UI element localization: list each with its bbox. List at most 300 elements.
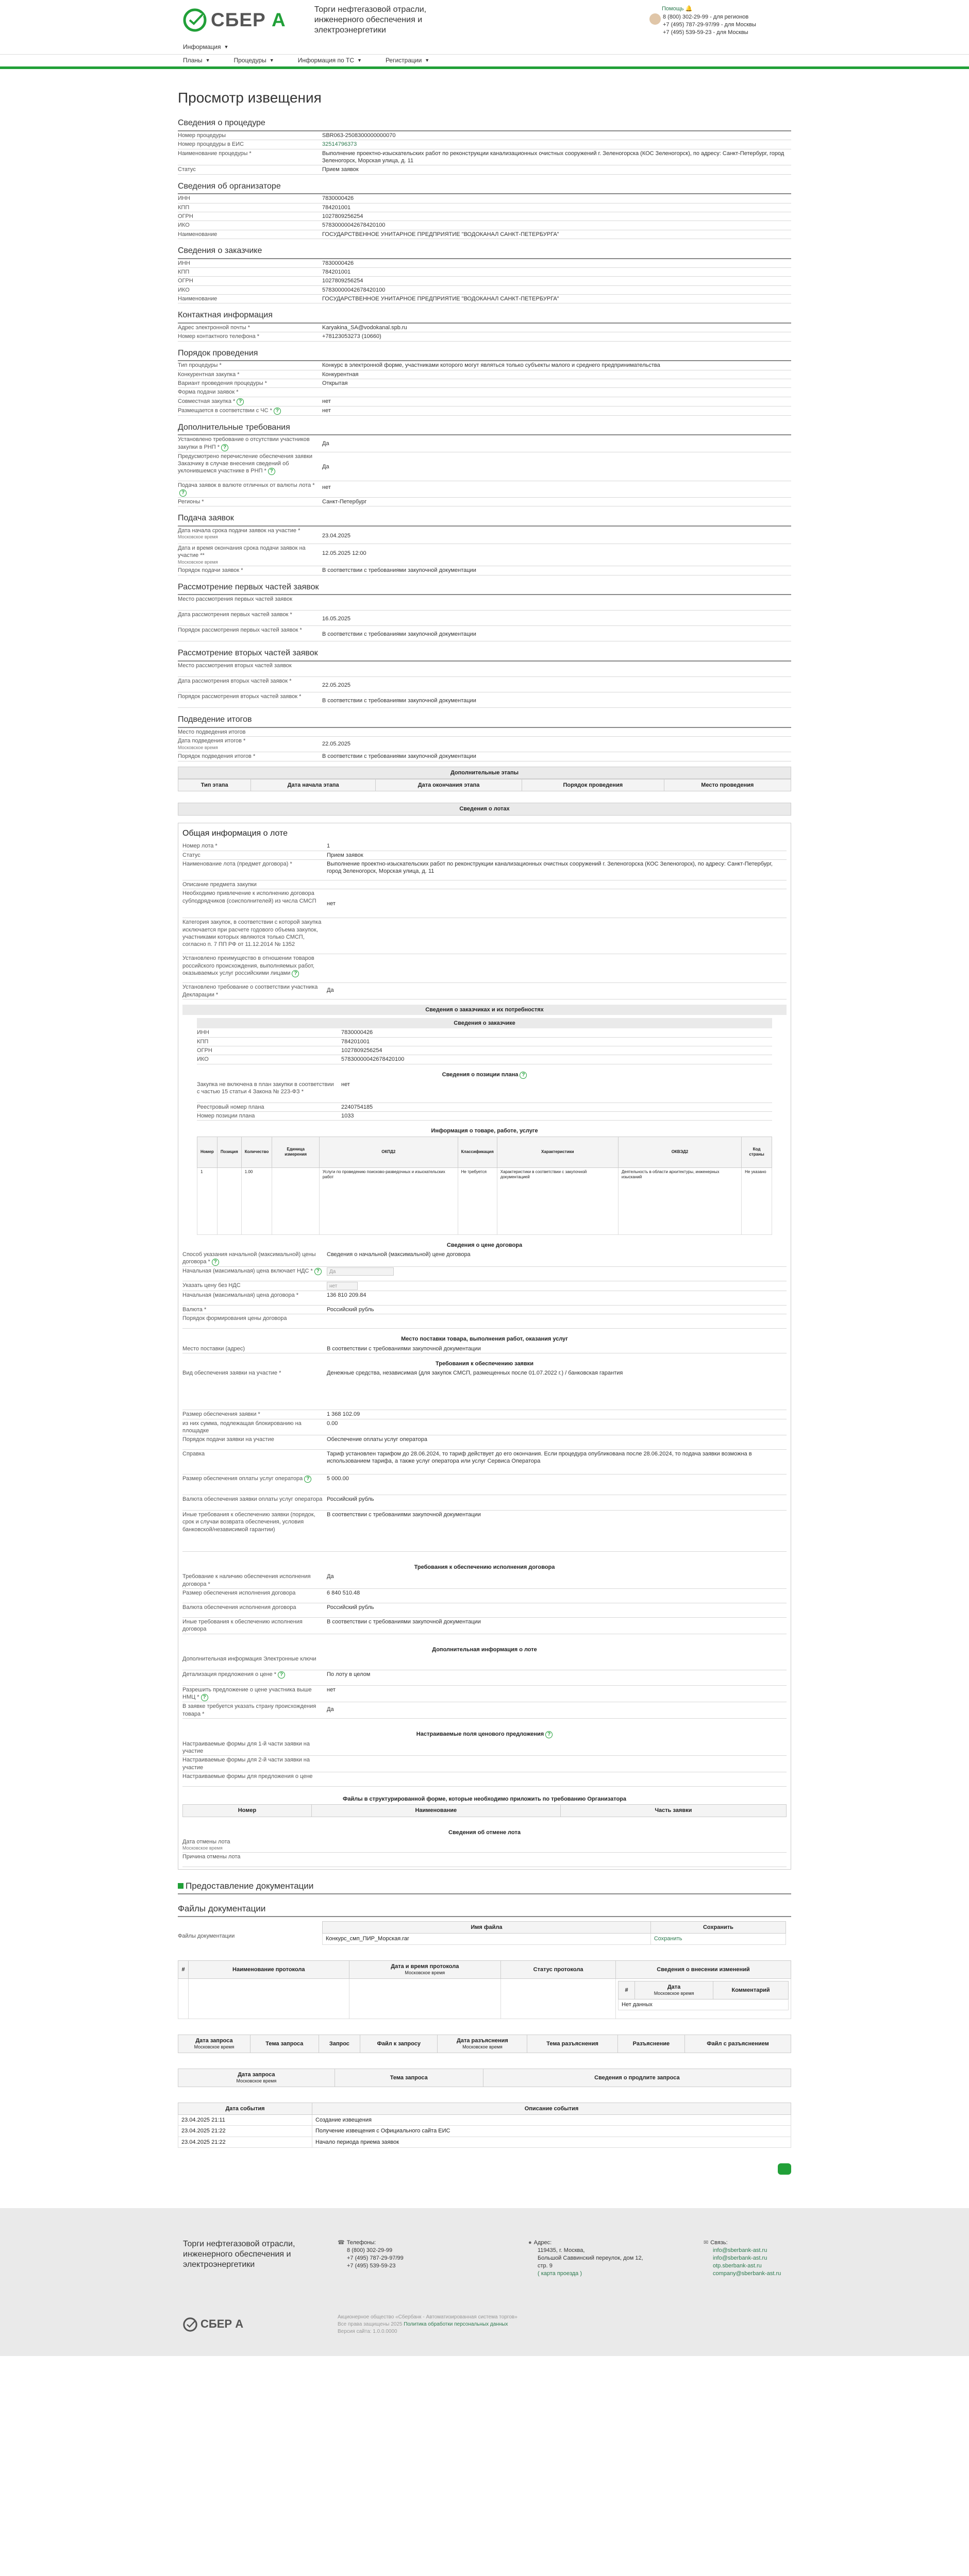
column-header: Место проведения [664, 779, 791, 791]
column-header: Дата события [178, 2103, 312, 2114]
column-header: Количество [241, 1137, 272, 1167]
info-row [178, 662, 791, 677]
table-cell: Не требуется [458, 1167, 497, 1234]
info-row [182, 1838, 787, 1853]
field-label: Статус [182, 852, 201, 858]
email-link[interactable]: info@sberbank-ast.ru [713, 2255, 767, 2261]
field-value: В соответствии с требованиями закупочной документации [322, 753, 476, 760]
field-value: +78123053273 (10660) [322, 333, 381, 340]
field-label: Настраиваемые формы для 1-й части заявки на участие [182, 1740, 310, 1755]
info-row [182, 1345, 787, 1353]
files-doc-table [322, 1921, 786, 1945]
section-title: Рассмотрение вторых частей заявок [178, 647, 791, 662]
table-cell [217, 1167, 241, 1234]
info-row [178, 286, 791, 295]
info-row [182, 1572, 787, 1589]
info-row [182, 1410, 787, 1419]
field-value: 22.05.2025 [322, 741, 351, 748]
column-header: Код страны [742, 1137, 772, 1167]
info-row [197, 1103, 772, 1112]
help-icon[interactable]: ? [212, 1259, 219, 1266]
goods-table [197, 1137, 772, 1235]
field-value: 57830000042678420100 [322, 222, 386, 229]
field-label: Причина отмены лота [182, 1853, 241, 1860]
table-cell: Характеристики в соответствии с закупочной документацией [497, 1167, 618, 1234]
info-row [178, 370, 791, 379]
support-avatar-icon [649, 13, 661, 25]
info-row [178, 527, 791, 544]
goods-sub-bar: Информация о товаре, работе, услуге [431, 1128, 538, 1134]
section-first-parts [178, 581, 791, 642]
field-value: ГОСУДАРСТВЕННОЕ УНИТАРНОЕ ПРЕДПРИЯТИЕ "ВОДОКАНАЛ САНКТ-ПЕТЕРБУРГА" [322, 231, 559, 238]
eis-number-link[interactable]: 32514796373 [322, 141, 357, 148]
field-value: 1027809256254 [322, 213, 363, 220]
field-value: В соответствии с требованиями закупочной документации [327, 1512, 481, 1518]
field-label: Файлы документации [178, 1933, 235, 1940]
info-row [178, 140, 791, 149]
nav-main [0, 55, 969, 69]
field-label: Адрес электронной почты * [178, 325, 250, 331]
field-label: Установлено требование о отсутствии участников закупки в РНП * [178, 436, 310, 450]
field-label: Указать цену без НДС [182, 1282, 241, 1289]
event-description: Начало периода приема заявок [312, 2137, 791, 2147]
field-value: 7830000426 [322, 260, 354, 266]
section-title: Файлы документации [178, 1902, 791, 1917]
field-label: Настраиваемые формы для 2-й части заявки на участие [182, 1757, 310, 1771]
column-header: Файл с разъяснением [685, 2035, 791, 2053]
field-label: Иные требования к обеспечению заявки (порядок, срок и случаи возврата обеспечения, условия банковской/независимой гарантии) [182, 1512, 315, 1533]
field-label: Порядок рассмотрения вторых частей заявок * [178, 693, 302, 700]
field-value: По лоту в целом [327, 1671, 371, 1677]
footer-address [528, 2239, 704, 2278]
info-row [178, 677, 791, 692]
files-struct-table [182, 1804, 787, 1817]
section-organizer [178, 180, 791, 239]
field-label: Порядок подачи заявки на участие [182, 1436, 274, 1443]
field-value: 7830000426 [322, 195, 354, 202]
customer-block [197, 1018, 772, 1234]
column-header: Имя файла [323, 1922, 651, 1934]
column-header: Комментарий [713, 1981, 789, 1999]
info-row [182, 880, 787, 889]
help-icon[interactable]: ? [274, 408, 281, 415]
section-title: Сведения о процедуре [178, 116, 791, 131]
email-link[interactable]: info@sberbank-ast.ru [713, 2247, 767, 2253]
nav-info-tc[interactable]: Информация по ТС ▼ [297, 56, 362, 64]
field-label: Номер позиции плана [197, 1112, 255, 1119]
info-row [182, 1475, 787, 1495]
field-value: нет [322, 398, 331, 404]
info-row [178, 131, 791, 140]
price-sub-bar: Сведения о цене договора [446, 1242, 523, 1248]
site-version: Версия сайта: 1.0.0.0000 [338, 2328, 397, 2334]
field-value: 6 840 510.48 [327, 1590, 360, 1597]
event-description: Получение извещения с Официального сайта ЕИС [312, 2126, 791, 2137]
info-row [178, 230, 791, 239]
field-label: Вид обеспечения заявки на участие * [182, 1370, 281, 1377]
files-doc-block [178, 1921, 791, 1945]
price-without-vat-input[interactable]: нет [327, 1282, 358, 1290]
event-description: Создание извещения [312, 2114, 791, 2125]
field-label: Способ указания начальной (максимальной) цены договора * [182, 1251, 316, 1265]
chat-icon[interactable] [778, 2163, 791, 2175]
field-label: КПП [178, 204, 190, 211]
field-value: Да [322, 440, 329, 447]
footer-phone: +7 (495) 539-59-23 [347, 2262, 396, 2269]
field-label: из них сумма, подлежащая блокированию на площадке [182, 1420, 302, 1434]
column-header: # [619, 1981, 635, 1999]
field-value: 2240754185 [341, 1104, 373, 1110]
help-link[interactable]: Помощь 🔔 [662, 6, 693, 12]
field-value: нет [327, 1686, 336, 1693]
sber-logo[interactable] [183, 7, 286, 33]
section-second-parts [178, 647, 791, 708]
column-header: Наименование [311, 1805, 560, 1817]
chat-widget-wrap [178, 2163, 791, 2177]
info-row [178, 752, 791, 761]
field-value: Открытая [322, 380, 348, 387]
footer-logo-text: СБЕР А [201, 2317, 244, 2331]
section-contact [178, 309, 791, 341]
field-value: Да [322, 463, 329, 470]
field-label: Дополнительная информация Электронные ключи [182, 1655, 316, 1662]
field-value: Российский рубль [327, 1604, 374, 1611]
expand-icon [178, 1883, 183, 1889]
column-header: Тема запроса [250, 2035, 319, 2053]
email-link[interactable]: otp.sberbank-ast.ru [713, 2262, 762, 2269]
section-title: Дополнительные требования [178, 421, 791, 436]
field-label: Место рассмотрения первых частей заявок [178, 596, 293, 603]
field-label: Дата отмены лота [182, 1838, 230, 1845]
save-file-link[interactable]: Сохранить [654, 1936, 682, 1942]
extra-stages-title: Дополнительные этапы [178, 767, 791, 779]
field-value: Да [327, 1573, 334, 1580]
table-header-row [323, 1922, 786, 1934]
info-row [178, 388, 791, 397]
info-row [178, 692, 791, 708]
field-label: Наименование лота (предмет договора) * [182, 860, 292, 867]
info-row [178, 452, 791, 481]
requests-extension-table [178, 2069, 791, 2087]
field-value: В соответствии с требованиями закупочной документации [327, 1619, 481, 1625]
event-date: 23.04.2025 21:11 [178, 2114, 312, 2125]
info-row [178, 268, 791, 277]
column-header: Дата запроса Московское время [178, 2035, 250, 2053]
field-value: Karyakina_SA@vodokanal.spb.ru [322, 325, 407, 331]
info-row [178, 165, 791, 174]
info-row [197, 1046, 772, 1055]
info-row [178, 379, 791, 388]
help-icon[interactable]: ? [179, 489, 187, 497]
empty-note: Нет данных [619, 1999, 789, 2010]
field-label: Наименование процедуры * [178, 150, 252, 157]
nav-info[interactable]: Информация ▼ [183, 43, 229, 50]
help-icon[interactable]: ? [201, 1694, 208, 1701]
field-value: SBR063-2508300000000070 [322, 132, 396, 139]
field-label: Конкурентная закупка * [178, 371, 240, 378]
file-name: Конкурс_смп_ПИР_Морская.rar [323, 1934, 651, 1944]
info-row [182, 918, 787, 954]
field-value: 784201001 [341, 1038, 370, 1045]
column-header: Тема запроса [335, 2069, 483, 2087]
info-row [182, 1702, 787, 1719]
lot-cancel-sub-bar: Сведения об отмене лота [448, 1829, 521, 1836]
section-title: Порядок проведения [178, 347, 791, 362]
field-value: 5 000.00 [327, 1476, 349, 1482]
info-row [182, 1853, 787, 1867]
table-header-row [178, 2103, 791, 2114]
field-value: Выполнение проектно-изыскательских работ по реконструкции канализационных очистных сооружений г. Зеленогорска (КОС Зеленогорск), по адресу: Санкт-Петербург, город Зеленогорск, Морская улица, д. 11 [327, 860, 773, 875]
table-row [323, 1934, 786, 1944]
field-label: Справка [182, 1451, 205, 1458]
field-value: В соответствии с требованиями закупочной документации [327, 1345, 481, 1352]
column-header: Дата начала этапа [251, 779, 376, 791]
field-value: В соответствии с требованиями закупочной документации [322, 698, 476, 704]
field-label: ИНН [197, 1029, 209, 1036]
lot-card [178, 823, 791, 1870]
info-row [178, 361, 791, 370]
field-label: В заявке требуется указать страну происхождения товара * [182, 1703, 316, 1717]
info-row [182, 1369, 787, 1410]
field-value: Конкурентная [322, 371, 359, 378]
column-header: Характеристики [497, 1137, 618, 1167]
info-row [182, 1589, 787, 1603]
info-row [178, 277, 791, 285]
timezone-note: Московское время [462, 2044, 503, 2049]
help-icon[interactable]: ? [520, 1072, 527, 1079]
footer-phone: +7 (495) 787-29-97/99 [347, 2255, 404, 2261]
provide-documentation-toggle[interactable]: Предоставление документации [178, 1879, 791, 1894]
footer-address-line: стр. 9 [538, 2262, 553, 2269]
help-icon[interactable]: ? [268, 468, 275, 475]
table-header-row [178, 2069, 791, 2087]
column-header: ОКПД2 [319, 1137, 458, 1167]
field-label: ОГРН [178, 213, 193, 220]
field-value: 784201001 [322, 269, 351, 276]
table-cell: Не указано [742, 1167, 772, 1234]
info-row [178, 566, 791, 575]
column-header: Порядок проведения [522, 779, 664, 791]
footer-tagline: Торги нефтегазовой отрасли, инженерного обеспечения и электроэнергетики [183, 2239, 295, 2269]
changes-table [618, 1981, 789, 2010]
field-value: 23.04.2025 [322, 533, 351, 539]
section-procedure [178, 116, 791, 174]
field-label: Регионы * [178, 499, 204, 505]
info-row [197, 1028, 772, 1037]
mail-icon: ✉ [704, 2239, 709, 2246]
column-header: Дата запроса Московское время [178, 2069, 335, 2087]
column-header: Сведения о внесении изменений [616, 1960, 791, 1978]
extra-stages-table [178, 779, 791, 791]
nav-plans[interactable]: Планы ▼ [183, 56, 210, 64]
table-header-row [197, 1137, 772, 1167]
tariff-note: Тариф установлен тарифом до 28.06.2024, то тариф действует до его окончания. Если процедура опубликована после 28.06.2024, то подача заявки возможна в использованием тарифа, а также услуг оператора или услуг Сервиса Оператора [327, 1451, 752, 1465]
field-label: Категория закупок, в соответствии с которой закупка исключается при расчете годового объема закупок, участниками которых являются только СМСП, согласно п. 7 ПП РФ от 11.12.2014 № 1352 [182, 919, 322, 948]
column-header: Позиция [217, 1137, 241, 1167]
main-content [0, 89, 969, 2177]
field-label: Реестровый номер плана [197, 1104, 264, 1110]
field-value: ГОСУДАРСТВЕННОЕ УНИТАРНОЕ ПРЕДПРИЯТИЕ "ВОДОКАНАЛ САНКТ-ПЕТЕРБУРГА" [322, 295, 559, 302]
info-row [197, 1055, 772, 1064]
info-row [182, 1670, 787, 1686]
help-icon[interactable]: ? [304, 1476, 311, 1483]
section-extra-requirements [178, 421, 791, 507]
table-header-row [178, 1960, 791, 1978]
info-row [178, 481, 791, 498]
help-icon[interactable]: ? [237, 398, 244, 405]
field-value: 1033 [341, 1112, 354, 1119]
privacy-policy-link[interactable]: Политика обработки персональных данных [404, 2321, 508, 2327]
field-value: 1027809256254 [322, 278, 363, 284]
field-label: Начальная (максимальная) цена включает НДС * [182, 1268, 313, 1275]
info-row [178, 544, 791, 566]
table-header-row [183, 1805, 787, 1817]
field-label: Номер процедуры в ЕИС [178, 141, 244, 148]
field-value: 1027809256254 [341, 1047, 382, 1054]
info-row [182, 1314, 787, 1329]
field-label: Дата рассмотрения вторых частей заявок * [178, 678, 292, 685]
footer-phones-label: Телефоны: [346, 2239, 376, 2246]
nav-procedures[interactable]: Процедуры ▼ [233, 56, 274, 64]
all-rights: Все права защищены 2025 [338, 2321, 403, 2327]
phone-icon: ☎ [338, 2239, 345, 2246]
table-row [178, 2137, 791, 2147]
column-header: ОКВЭД2 [618, 1137, 741, 1167]
event-date: 23.04.2025 21:22 [178, 2126, 312, 2137]
field-label: Место поставки (адрес) [182, 1345, 245, 1352]
field-label: Дата рассмотрения первых частей заявок * [178, 612, 292, 618]
help-icon[interactable]: ? [292, 970, 299, 977]
field-value: Российский рубль [327, 1307, 374, 1313]
field-value: Российский рубль [327, 1496, 374, 1503]
files-struct-sub-bar: Файлы в структурированной форме, которые необходимо приложить по требованию Организатора [343, 1796, 626, 1803]
field-label: Наименование [178, 231, 218, 238]
vat-select[interactable]: Да [327, 1267, 394, 1276]
field-value: 12.05.2025 12:00 [322, 550, 366, 557]
footer-contact-label: Связь: [710, 2239, 728, 2246]
header-tagline: Торги нефтегазовой отрасли, инженерного обеспечения и электроэнергетики [314, 5, 427, 35]
field-label: Место подведения итогов [178, 729, 246, 736]
header-contacts [649, 5, 786, 37]
field-label: Валюта обеспечения заявки оплаты услуг оператора [182, 1496, 323, 1503]
column-header: Запрос [319, 2035, 360, 2053]
field-label: Порядок формирования цены договора [182, 1315, 287, 1322]
chevron-down-icon: ▼ [425, 57, 430, 63]
help-icon[interactable]: ? [278, 1671, 285, 1679]
info-row [178, 221, 791, 230]
column-header: Дата Московское время [635, 1981, 713, 1999]
field-label: Валюта * [182, 1307, 207, 1313]
field-label: Размещается в соответствии с ЧС * [178, 407, 272, 414]
timezone-note: Московское время [236, 2078, 277, 2083]
field-value: 136 810 209.84 [327, 1292, 366, 1299]
field-label: Необходимо привлечение к исполнению договора субподрядчиков (соисполнителей) из числа СМСП [182, 890, 316, 904]
field-value: Обеспечение оплаты услуг оператора [327, 1436, 427, 1443]
chevron-down-icon: ▼ [205, 57, 210, 63]
help-icon[interactable]: ? [314, 1268, 322, 1275]
table-row [619, 1999, 789, 2010]
section-title: Рассмотрение первых частей заявок [178, 581, 791, 596]
phone-moscow-1: +7 (495) 787-29-97/99 - для Москвы [663, 22, 756, 28]
field-label: Размер обеспечения исполнения договора [182, 1590, 296, 1597]
table-row [178, 2114, 791, 2125]
info-row [178, 295, 791, 303]
column-header: Дата окончания этапа [376, 779, 522, 791]
info-row [182, 1250, 787, 1267]
info-row [182, 1511, 787, 1552]
section-title: Подача заявок [178, 512, 791, 527]
field-label: ИКО [197, 1056, 209, 1063]
info-row [182, 1686, 787, 1702]
nav-registers[interactable]: Регистрации ▼ [385, 56, 430, 64]
field-label: Место рассмотрения вторых частей заявок [178, 663, 292, 669]
info-row [178, 498, 791, 506]
info-row [182, 1495, 787, 1511]
field-value: Прием заявок [322, 166, 359, 173]
field-label: ОГРН [178, 278, 193, 284]
info-row [178, 728, 791, 737]
field-label: Разрешить предложение о цене участника выше НМЦ * [182, 1686, 312, 1701]
field-label: Статус [178, 166, 196, 173]
footer-phones [338, 2239, 528, 2278]
price-fields-sub-bar: Настраиваемые поля ценового предложения ? [182, 1729, 787, 1740]
field-value: нет [341, 1081, 350, 1088]
info-row [182, 954, 787, 983]
help-icon[interactable]: ? [545, 1731, 553, 1738]
info-row [182, 1603, 787, 1618]
map-link[interactable]: ( карта проезда ) [538, 2270, 582, 2277]
field-label: Тип процедуры * [178, 362, 222, 369]
footer-contacts [704, 2239, 781, 2278]
field-label: ИКО [178, 222, 190, 229]
section-submit [178, 512, 791, 575]
info-row [178, 397, 791, 406]
field-label: Наименование [178, 295, 218, 302]
info-row [182, 983, 787, 999]
field-label: Номер лота * [182, 843, 218, 850]
field-value: Денежные средства, независимая (для закупок СМСП, размещенных после 01.07.2022 г.) / банковская гарантия [327, 1370, 623, 1377]
column-header: Наименование протокола [189, 1960, 349, 1978]
bell-icon: 🔔 [685, 6, 693, 12]
email-link[interactable]: company@sberbank-ast.ru [713, 2270, 781, 2277]
info-row [178, 595, 791, 611]
info-row [182, 1450, 787, 1475]
table-row [178, 2126, 791, 2137]
field-label: Настраиваемые формы для предложения о цене [182, 1773, 313, 1780]
info-row [178, 626, 791, 641]
contract-security-sub-bar: Требования к обеспечению исполнения договора [414, 1564, 555, 1571]
field-value: 16.05.2025 [322, 616, 351, 622]
column-header: Единица измерения [272, 1137, 320, 1167]
column-header: Статус протокола [501, 1960, 616, 1978]
info-row [197, 1038, 772, 1046]
field-label: Номер процедуры [178, 132, 226, 139]
info-row [178, 259, 791, 268]
section-order [178, 347, 791, 416]
field-label: Порядок подведения итогов * [178, 753, 256, 760]
field-value: В соответствии с требованиями закупочной документации [322, 567, 476, 574]
info-row [182, 1267, 787, 1281]
info-row [178, 324, 791, 332]
help-icon[interactable]: ? [221, 444, 228, 451]
field-label: КПП [178, 269, 190, 276]
footer-address-label: Адрес: [533, 2239, 552, 2246]
column-header: Описание события [312, 2103, 791, 2114]
field-value: Конкурс в электронной форме, участниками которого могут являться только субъекты малого и среднего предпринимательства [322, 362, 660, 369]
footer-logo[interactable] [183, 2317, 338, 2332]
field-value: В соответствии с требованиями закупочной документации [322, 631, 476, 638]
info-row [197, 1080, 772, 1103]
